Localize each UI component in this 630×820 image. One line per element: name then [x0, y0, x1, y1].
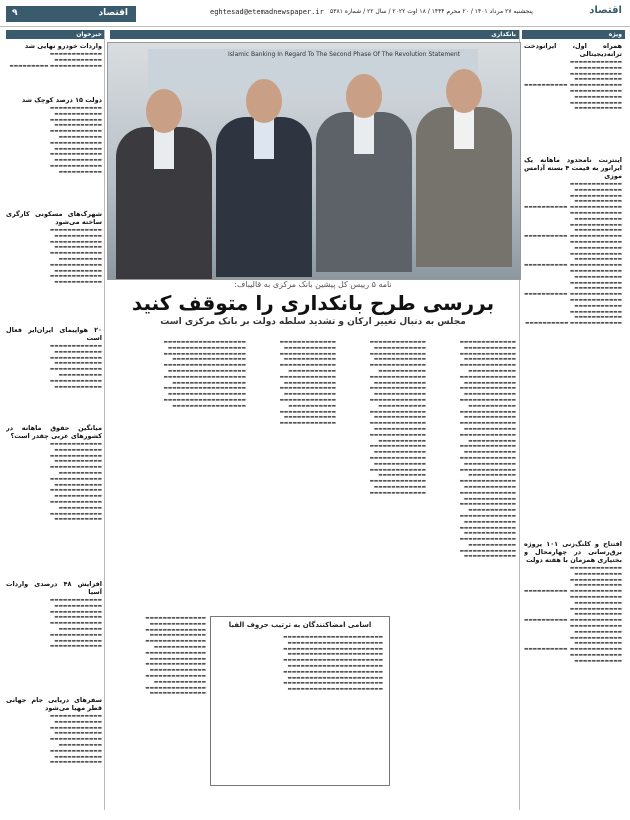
story-text-placeholder: ▬▬▬▬▬▬▬▬▬▬▬▬ ▬▬▬▬▬▬▬▬▬▬▬ ▬▬▬▬▬▬▬▬▬▬▬▬ ▬▬▬▬▬▬▬▬▬▬▬ ▬▬▬▬▬▬▬▬▬▬▬▬ ▬▬▬▬▬▬▬▬▬▬ ▬▬▬▬▬▬▬▬▬▬▬▬ ▬▬▬▬▬▬▬▬▬▬▬ ▬▬▬▬▬▬▬▬▬▬▬▬ ▬▬▬▬▬▬▬▬▬▬▬ ▬▬▬▬▬▬▬▬▬▬▬▬ ▬▬▬▬▬▬▬▬▬▬: [49, 106, 102, 175]
story-title: شهرک‌های مسکونی کارگری ساخته می‌شود: [6, 210, 102, 226]
story-title: میانگین حقوق ماهانه در کشورهای عربی چقدر است؟: [6, 424, 102, 440]
column-divider: [104, 30, 105, 810]
left-story-5[interactable]: [6, 424, 102, 574]
story-text-placeholder: ▬▬▬▬▬▬▬▬▬▬▬▬ ▬▬▬▬▬▬▬▬▬▬▬ ▬▬▬▬▬▬▬▬▬▬▬▬ ▬▬▬▬▬▬▬▬▬▬▬ ▬▬▬▬▬▬▬▬▬▬▬▬ ▬▬▬▬▬▬▬▬▬▬ ▬▬▬▬▬▬▬▬▬▬▬▬ ▬▬▬▬▬▬▬▬▬▬▬ ▬▬▬▬▬▬▬▬▬▬▬▬: [49, 598, 102, 650]
lead-body-column-2: ▬▬▬▬▬▬▬▬▬▬▬▬▬ ▬▬▬▬▬▬▬▬▬▬▬▬ ▬▬▬▬▬▬▬▬▬▬▬▬▬ ▬▬▬▬▬▬▬▬▬▬▬▬ ▬▬▬▬▬▬▬▬▬▬▬▬▬ ▬▬▬▬▬▬▬▬▬▬▬ ▬▬▬▬▬▬▬▬▬▬▬▬▬ ▬▬▬▬▬▬▬▬▬▬▬▬ ▬▬▬▬▬▬▬▬▬▬▬▬▬ ▬▬▬▬▬▬▬▬▬▬▬▬ ▬▬▬▬▬▬▬▬▬▬▬▬▬ ▬▬▬▬▬▬▬▬▬▬▬ ▬▬▬▬▬▬▬▬▬▬▬▬▬ ▬▬▬▬▬▬▬▬▬▬▬▬ ▬▬▬▬▬▬▬▬▬▬▬▬▬ ▬▬▬▬▬▬▬▬▬▬▬▬ ▬▬▬▬▬▬▬▬▬▬▬▬▬ ▬▬▬▬▬▬▬▬▬▬▬ ▬▬▬▬▬▬▬▬▬▬▬▬▬ ▬▬▬▬▬▬▬▬▬▬▬▬ ▬▬▬▬▬▬▬▬▬▬▬▬▬ ▬▬▬▬▬▬▬▬▬▬▬▬ ▬▬▬▬▬▬▬▬▬▬▬▬▬ ▬▬▬▬▬▬▬▬▬▬▬ ▬▬▬▬▬▬▬▬▬▬▬▬▬ ▬▬▬▬▬▬▬▬▬▬▬▬ ▬▬▬▬▬▬▬▬▬▬▬▬▬: [369, 340, 426, 496]
story-text-placeholder: ▬▬▬▬▬▬▬▬▬▬▬▬ ▬▬▬▬▬▬▬▬▬▬▬ ▬▬▬▬▬▬▬▬▬▬▬▬ ▬▬▬▬▬▬▬▬▬▬▬ ▬▬▬▬▬▬▬▬▬▬▬▬ ▬▬▬▬▬▬▬▬▬▬ ▬▬▬▬▬▬▬▬▬▬▬▬ ▬▬▬▬▬▬▬▬▬▬▬: [49, 344, 102, 390]
headline-title: بررسی طرح بانکداری را متوقف کنید: [131, 291, 495, 315]
lead-body-column-5: ▬▬▬▬▬▬▬▬▬▬▬▬▬▬ ▬▬▬▬▬▬▬▬▬▬▬▬▬ ▬▬▬▬▬▬▬▬▬▬▬▬▬▬ ▬▬▬▬▬▬▬▬▬▬▬▬▬ ▬▬▬▬▬▬▬▬▬▬▬▬▬▬ ▬▬▬▬▬▬▬▬▬▬▬▬ ▬▬▬▬▬▬▬▬▬▬▬▬▬▬ ▬▬▬▬▬▬▬▬▬▬▬▬▬ ▬▬▬▬▬▬▬▬▬▬▬▬▬▬ ▬▬▬▬▬▬▬▬▬▬▬▬▬ ▬▬▬▬▬▬▬▬▬▬▬▬▬▬ ▬▬▬▬▬▬▬▬▬▬▬▬ ▬▬▬▬▬▬▬▬▬▬▬▬▬▬ ▬▬▬▬▬▬▬▬▬▬▬▬▬: [145, 616, 206, 697]
story-title: واردات خودرو نهایی شد: [24, 42, 102, 50]
story-text-placeholder: ▬▬▬▬▬▬▬▬▬▬▬▬ ▬▬▬▬▬▬▬▬▬▬▬ ▬▬▬▬▬▬▬▬▬▬▬▬ ▬▬▬▬▬▬▬▬▬▬▬ ▬▬▬▬▬▬▬▬▬▬▬▬ ▬▬▬▬▬▬▬▬▬▬ ▬▬▬▬▬▬▬▬▬▬▬▬ ▬▬▬▬▬▬▬▬▬▬▬ ▬▬▬▬▬▬▬▬▬▬▬▬ ▬▬▬▬▬▬▬▬▬▬▬ ▬▬▬▬▬▬▬▬▬▬▬▬ ▬▬▬▬▬▬▬▬▬▬ ▬▬▬▬▬▬▬▬▬▬▬▬ ▬▬▬▬▬▬▬▬▬▬▬ ▬▬▬▬▬▬▬▬▬▬▬▬ ▬▬▬▬▬▬▬▬▬▬▬ ▬▬▬▬▬▬▬▬▬▬▬▬ ▬▬▬▬▬▬▬▬▬▬ ▬▬▬▬▬▬▬▬▬▬▬▬ ▬▬▬▬▬▬▬▬▬▬▬ ▬▬▬▬▬▬▬▬▬▬▬▬ ▬▬▬▬▬▬▬▬▬▬▬ ▬▬▬▬▬▬▬▬▬▬▬▬ ▬▬▬▬▬▬▬▬▬▬ ▬▬▬▬▬▬▬▬▬▬▬▬ ▬▬▬▬▬▬▬▬▬▬▬ ▬▬▬▬▬▬▬▬▬▬▬▬ ▬▬▬▬▬▬▬▬▬▬▬ ▬▬▬▬▬▬▬▬▬▬▬▬ ▬▬▬▬▬▬▬▬▬▬: [524, 182, 622, 327]
story-title: دولت ۱۵ درصد کوچک شد: [21, 96, 102, 104]
story-title: ۲۰ هواپیمای ایران‌ایر فعال است: [6, 326, 102, 342]
lead-body-column-1: ▬▬▬▬▬▬▬▬▬▬▬▬▬ ▬▬▬▬▬▬▬▬▬▬▬▬ ▬▬▬▬▬▬▬▬▬▬▬▬▬ ▬▬▬▬▬▬▬▬▬▬▬▬ ▬▬▬▬▬▬▬▬▬▬▬▬▬ ▬▬▬▬▬▬▬▬▬▬▬ ▬▬▬▬▬▬▬▬▬▬▬▬▬ ▬▬▬▬▬▬▬▬▬▬▬▬ ▬▬▬▬▬▬▬▬▬▬▬▬▬ ▬▬▬▬▬▬▬▬▬▬▬▬ ▬▬▬▬▬▬▬▬▬▬▬▬▬ ▬▬▬▬▬▬▬▬▬▬▬ ▬▬▬▬▬▬▬▬▬▬▬▬▬ ▬▬▬▬▬▬▬▬▬▬▬▬ ▬▬▬▬▬▬▬▬▬▬▬▬▬ ▬▬▬▬▬▬▬▬▬▬▬▬ ▬▬▬▬▬▬▬▬▬▬▬▬▬ ▬▬▬▬▬▬▬▬▬▬▬ ▬▬▬▬▬▬▬▬▬▬▬▬▬ ▬▬▬▬▬▬▬▬▬▬▬▬ ▬▬▬▬▬▬▬▬▬▬▬▬▬ ▬▬▬▬▬▬▬▬▬▬▬▬ ▬▬▬▬▬▬▬▬▬▬▬▬▬ ▬▬▬▬▬▬▬▬▬▬▬ ▬▬▬▬▬▬▬▬▬▬▬▬▬ ▬▬▬▬▬▬▬▬▬▬▬▬ ▬▬▬▬▬▬▬▬▬▬▬▬▬ ▬▬▬▬▬▬▬▬▬▬▬▬ ▬▬▬▬▬▬▬▬▬▬▬▬▬ ▬▬▬▬▬▬▬▬▬▬▬ ▬▬▬▬▬▬▬▬▬▬▬▬▬ ▬▬▬▬▬▬▬▬▬▬▬▬ ▬▬▬▬▬▬▬▬▬▬▬▬▬ ▬▬▬▬▬▬▬▬▬▬▬▬ ▬▬▬▬▬▬▬▬▬▬▬▬▬ ▬▬▬▬▬▬▬▬▬▬▬ ▬▬▬▬▬▬▬▬▬▬▬▬▬ ▬▬▬▬▬▬▬▬▬▬▬▬: [459, 340, 516, 560]
story-text-placeholder: ▬▬▬▬▬▬▬▬▬▬▬▬ ▬▬▬▬▬▬▬▬▬▬▬ ▬▬▬▬▬▬▬▬▬▬▬▬ ▬▬▬▬▬▬▬▬▬▬▬ ▬▬▬▬▬▬▬▬▬▬▬▬ ▬▬▬▬▬▬▬▬▬▬ ▬▬▬▬▬▬▬▬▬▬▬▬ ▬▬▬▬▬▬▬▬▬▬▬ ▬▬▬▬▬▬▬▬▬▬▬▬ ▬▬▬▬▬▬▬▬▬▬▬: [524, 60, 622, 112]
story-text-placeholder: ▬▬▬▬▬▬▬▬▬▬▬▬ ▬▬▬▬▬▬▬▬▬▬▬ ▬▬▬▬▬▬▬▬▬▬▬▬ ▬▬▬▬▬▬▬▬▬▬▬ ▬▬▬▬▬▬▬▬▬▬▬▬ ▬▬▬▬▬▬▬▬▬▬ ▬▬▬▬▬▬▬▬▬▬▬▬ ▬▬▬▬▬▬▬▬▬▬▬ ▬▬▬▬▬▬▬▬▬▬▬▬ ▬▬▬▬▬▬▬▬▬▬▬ ▬▬▬▬▬▬▬▬▬▬▬▬ ▬▬▬▬▬▬▬▬▬▬ ▬▬▬▬▬▬▬▬▬▬▬▬ ▬▬▬▬▬▬▬▬▬▬▬ ▬▬▬▬▬▬▬▬▬▬▬▬ ▬▬▬▬▬▬▬▬▬▬▬ ▬▬▬▬▬▬▬▬▬▬▬▬ ▬▬▬▬▬▬▬▬▬▬ ▬▬▬▬▬▬▬▬▬▬▬▬ ▬▬▬▬▬▬▬▬▬▬▬: [524, 566, 622, 664]
story-text-placeholder: ▬▬▬▬▬▬▬▬▬▬▬▬ ▬▬▬▬▬▬▬▬▬▬▬ ▬▬▬▬▬▬▬▬▬▬▬▬ ▬▬▬▬▬▬▬▬▬▬▬ ▬▬▬▬▬▬▬▬▬▬▬▬ ▬▬▬▬▬▬▬▬▬▬ ▬▬▬▬▬▬▬▬▬▬▬▬ ▬▬▬▬▬▬▬▬▬▬▬ ▬▬▬▬▬▬▬▬▬▬▬▬: [49, 714, 102, 766]
left-story-6[interactable]: [6, 580, 102, 690]
story-title: همراه اول، ایرانودخت ترانه‌دیجیتالی: [524, 42, 622, 58]
story-title: افزایش ۴۸ درصدی واردات آسیا: [6, 580, 102, 596]
left-story-2[interactable]: [6, 96, 102, 206]
story-text-placeholder: ▬▬▬▬▬▬▬▬▬▬▬▬ ▬▬▬▬▬▬▬▬▬▬▬ ▬▬▬▬▬▬▬▬▬▬▬▬ ▬▬▬▬▬▬▬▬▬: [9, 52, 102, 69]
masthead: [0, 0, 630, 27]
right-story-3[interactable]: [524, 540, 622, 812]
story-title: سفرهای دریایی جام جهانی قطر مهیا می‌شود: [6, 696, 102, 712]
story-title: افتتاح و کلنگ‌زنی ۱۰۱ پروژه برق‌رسانی در چهارمحال و بختیاری همزمان با هفته دولت: [524, 540, 622, 564]
headline-kicker: نامه ۵ رییس کل پیشین بانک مرکزی به قالیباف:: [234, 280, 392, 289]
section-name: اقتصاد: [98, 8, 128, 18]
lead-headline[interactable]: [110, 280, 516, 327]
story-title: اینترنت نامحدود ماهانه یک ایرانور به قیمت ۴ بسته آدامس موزی: [524, 156, 622, 180]
person-1: [116, 89, 212, 279]
right-story-2[interactable]: [524, 156, 622, 532]
headline-subtitle: مجلس به دنبال تغییر ارکان و تشدید سلطه دولت بر بانک مرکزی است: [160, 317, 466, 327]
section-tab[interactable]: [6, 6, 136, 22]
person-2: [216, 79, 312, 279]
left-story-4[interactable]: [6, 326, 102, 418]
page-number: ۹: [12, 8, 18, 18]
left-story-3[interactable]: [6, 210, 102, 320]
left-story-1[interactable]: [6, 42, 102, 90]
person-3: [316, 74, 412, 279]
lead-photo[interactable]: [107, 42, 521, 280]
email-address[interactable]: eghtesad@etemadnewspaper.ir: [210, 8, 324, 16]
banner-text: Islamic Banking In Regard To The Second Phase Of The Revolution Statement: [228, 51, 461, 58]
signatories-list: ▬▬▬▬▬▬▬▬▬▬▬▬▬▬▬▬▬▬▬▬▬▬▬ ▬▬▬▬▬▬▬▬▬▬▬▬▬▬▬▬▬▬▬▬▬▬ ▬▬▬▬▬▬▬▬▬▬▬▬▬▬▬▬▬▬▬▬▬▬▬ ▬▬▬▬▬▬▬▬▬▬▬▬▬▬▬▬▬▬▬▬▬▬ ▬▬▬▬▬▬▬▬▬▬▬▬▬▬▬▬▬▬▬▬▬▬▬ ▬▬▬▬▬▬▬▬▬▬▬▬▬▬▬▬▬▬▬▬▬▬ ▬▬▬▬▬▬▬▬▬▬▬▬▬▬▬▬▬▬▬▬▬▬▬ ▬▬▬▬▬▬▬▬▬▬▬▬▬▬▬▬▬▬▬▬▬▬ ▬▬▬▬▬▬▬▬▬▬▬▬▬▬▬▬▬▬▬▬▬▬▬ ▬▬▬▬▬▬▬▬▬▬▬▬▬▬▬▬▬▬▬▬▬▬: [283, 635, 383, 693]
signatories-box: [210, 616, 390, 786]
story-text-placeholder: ▬▬▬▬▬▬▬▬▬▬▬▬ ▬▬▬▬▬▬▬▬▬▬▬ ▬▬▬▬▬▬▬▬▬▬▬▬ ▬▬▬▬▬▬▬▬▬▬▬ ▬▬▬▬▬▬▬▬▬▬▬▬ ▬▬▬▬▬▬▬▬▬▬ ▬▬▬▬▬▬▬▬▬▬▬▬ ▬▬▬▬▬▬▬▬▬▬▬ ▬▬▬▬▬▬▬▬▬▬▬▬ ▬▬▬▬▬▬▬▬▬▬▬: [49, 228, 102, 286]
signatories-title: اسامی امضاکنندگان به ترتیب حروف الفبا: [228, 621, 372, 629]
right-column-header: ویژه: [522, 30, 625, 39]
newspaper-logo: اقتصاد: [589, 5, 622, 16]
lead-body-column-4: ▬▬▬▬▬▬▬▬▬▬▬▬▬▬▬▬▬▬▬ ▬▬▬▬▬▬▬▬▬▬▬▬▬▬▬▬▬▬ ▬▬▬▬▬▬▬▬▬▬▬▬▬▬▬▬▬▬▬ ▬▬▬▬▬▬▬▬▬▬▬▬▬▬▬▬▬ ▬▬▬▬▬▬▬▬▬▬▬▬▬▬▬▬▬▬▬ ▬▬▬▬▬▬▬▬▬▬▬▬▬▬▬▬▬▬ ▬▬▬▬▬▬▬▬▬▬▬▬▬▬▬▬▬▬▬ ▬▬▬▬▬▬▬▬▬▬▬▬▬▬▬▬▬ ▬▬▬▬▬▬▬▬▬▬▬▬▬▬▬▬▬▬▬ ▬▬▬▬▬▬▬▬▬▬▬▬▬▬▬▬▬▬ ▬▬▬▬▬▬▬▬▬▬▬▬▬▬▬▬▬▬▬ ▬▬▬▬▬▬▬▬▬▬▬▬▬▬▬▬▬: [163, 340, 246, 409]
left-column-header: خبرخوان: [6, 30, 105, 39]
center-column-header: بانکداری: [110, 30, 519, 39]
lead-body-column-3: ▬▬▬▬▬▬▬▬▬▬▬▬▬ ▬▬▬▬▬▬▬▬▬▬▬▬ ▬▬▬▬▬▬▬▬▬▬▬▬▬ ▬▬▬▬▬▬▬▬▬▬▬▬ ▬▬▬▬▬▬▬▬▬▬▬▬▬ ▬▬▬▬▬▬▬▬▬▬▬ ▬▬▬▬▬▬▬▬▬▬▬▬▬ ▬▬▬▬▬▬▬▬▬▬▬▬ ▬▬▬▬▬▬▬▬▬▬▬▬▬ ▬▬▬▬▬▬▬▬▬▬▬▬ ▬▬▬▬▬▬▬▬▬▬▬▬▬ ▬▬▬▬▬▬▬▬▬▬▬ ▬▬▬▬▬▬▬▬▬▬▬▬▬ ▬▬▬▬▬▬▬▬▬▬▬▬ ▬▬▬▬▬▬▬▬▬▬▬▬▬: [279, 340, 336, 427]
story-text-placeholder: ▬▬▬▬▬▬▬▬▬▬▬▬ ▬▬▬▬▬▬▬▬▬▬▬ ▬▬▬▬▬▬▬▬▬▬▬▬ ▬▬▬▬▬▬▬▬▬▬▬ ▬▬▬▬▬▬▬▬▬▬▬▬ ▬▬▬▬▬▬▬▬▬▬ ▬▬▬▬▬▬▬▬▬▬▬▬ ▬▬▬▬▬▬▬▬▬▬▬ ▬▬▬▬▬▬▬▬▬▬▬▬ ▬▬▬▬▬▬▬▬▬▬▬ ▬▬▬▬▬▬▬▬▬▬▬▬ ▬▬▬▬▬▬▬▬▬▬ ▬▬▬▬▬▬▬▬▬▬▬▬ ▬▬▬▬▬▬▬▬▬▬▬: [49, 442, 102, 523]
right-story-1[interactable]: [524, 42, 622, 150]
issue-date: پنجشنبه ۲۷ مرداد ۱۴۰۱ / ۲۰ محرم ۱۴۴۴ / ۱۸ اوت ۲۰۲۲ / سال ۲۲ / شماره ۵۳۸۱: [330, 8, 533, 15]
person-4: [416, 69, 512, 279]
left-story-7[interactable]: [6, 696, 102, 814]
